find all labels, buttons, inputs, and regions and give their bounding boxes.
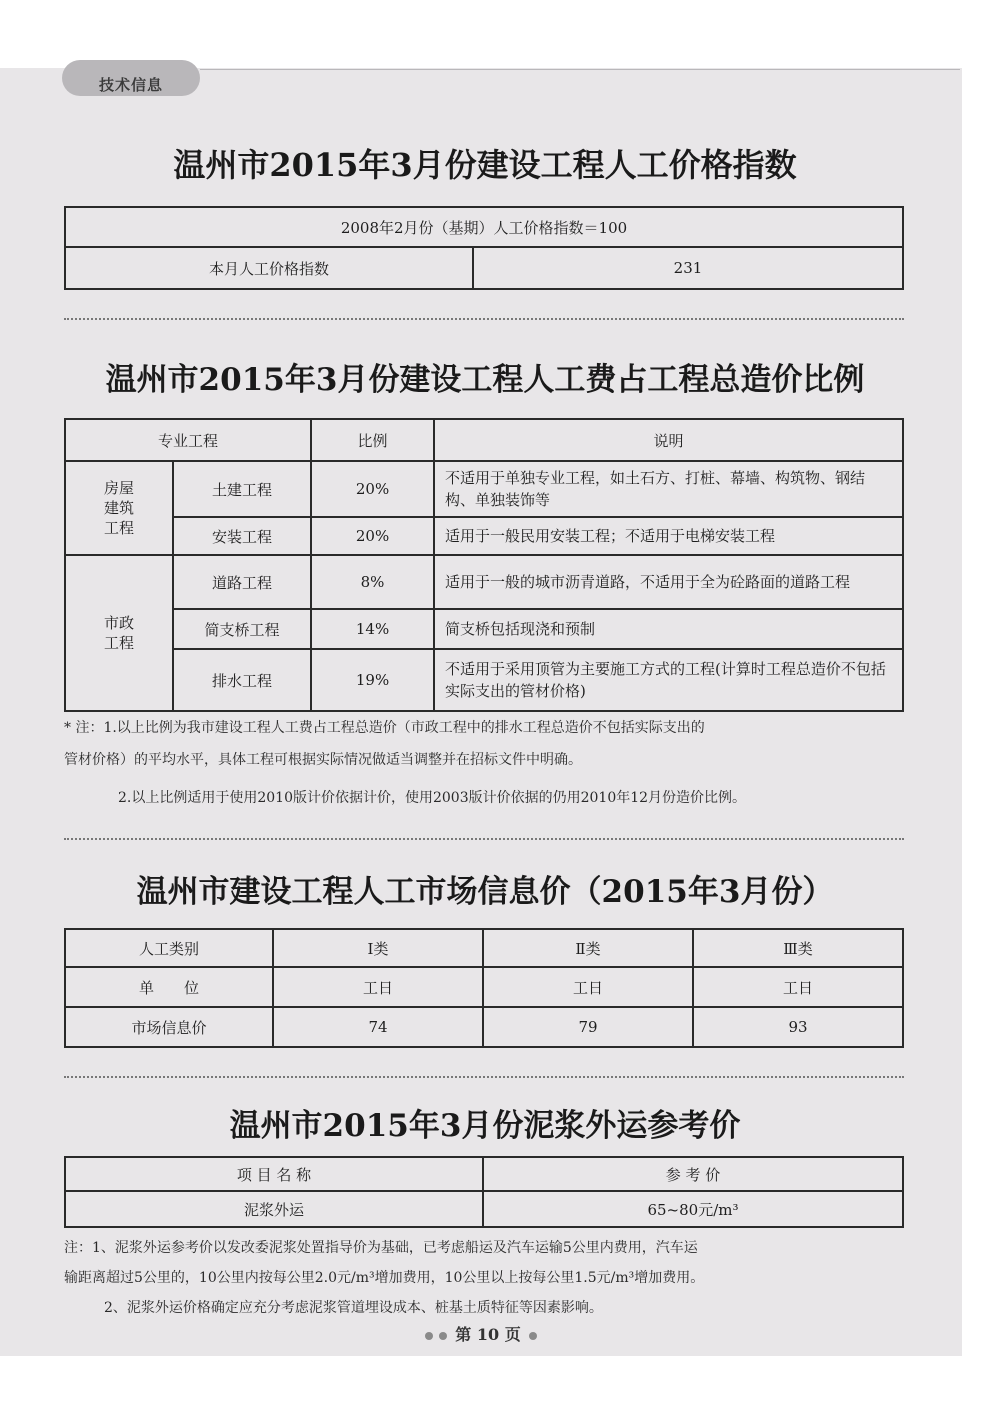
unit-cell: 工日 <box>693 967 903 1007</box>
section3-title: 温州市建设工程人工市场信息价（2015年3月份） <box>136 874 834 910</box>
index-value-cell: 231 <box>473 247 903 289</box>
row-label-unit: 单 位 <box>65 967 273 1007</box>
unit-cell: 工日 <box>483 967 693 1007</box>
divider <box>64 318 904 320</box>
table-row <box>65 517 903 555</box>
slurry-note-1-cont: 输距离超过5公里的，10公里内按每公里2.0元/m³增加费用，10公里以上按每公里1.5元/m³增加费用。 <box>64 1270 705 1286</box>
row-desc: 适用于一般的城市沥青道路，不适用于全为砼路面的道路工程 <box>434 555 903 609</box>
slurry-price-table <box>64 1156 904 1228</box>
row-desc: 不适用于单独专业工程，如土石方、打桩、幕墙、构筑物、钢结构、单独装饰等 <box>434 461 903 517</box>
ratio-note-2: 2.以上比例适用于使用2010版计价依据计价，使用2003版计价依据的仍用2010年12月份造价比例。 <box>118 790 747 806</box>
header-desc: 说明 <box>434 419 903 461</box>
table-row <box>65 555 903 609</box>
row-name: 安装工程 <box>173 517 311 555</box>
row-name: 道路工程 <box>173 555 311 609</box>
labor-ratio-table <box>64 418 904 712</box>
row-desc: 适用于一般民用安装工程；不适用于电梯安装工程 <box>434 517 903 555</box>
price-cell: 93 <box>693 1007 903 1047</box>
row-ratio: 19% <box>311 649 434 711</box>
header-project: 专业工程 <box>65 419 311 461</box>
group-municipal: 市政 工程 <box>65 555 173 711</box>
table-row <box>65 609 903 649</box>
item-price-cell: 65~80元/m³ <box>483 1191 903 1227</box>
row-ratio: 14% <box>311 609 434 649</box>
category-cell: Ⅰ类 <box>273 929 483 967</box>
decor-dot-icon <box>439 1332 447 1340</box>
price-cell: 74 <box>273 1007 483 1047</box>
slurry-note-1: 注：1、泥浆外运参考价以发改委泥浆处置指导价为基础，已考虑船运及汽车运输5公里内费用，汽车运 <box>64 1240 698 1256</box>
market-price-table <box>64 928 904 1048</box>
unit-cell: 工日 <box>273 967 483 1007</box>
labor-index-table <box>64 206 904 290</box>
base-period-cell: 2008年2月份（基期）人工价格指数＝100 <box>65 207 903 247</box>
section4-title: 温州市2015年3月份泥浆外运参考价 <box>229 1108 741 1144</box>
row-name: 土建工程 <box>173 461 311 517</box>
row-ratio: 20% <box>311 517 434 555</box>
row-label-category: 人工类别 <box>65 929 273 967</box>
page-top-rule <box>200 69 960 70</box>
section2-title: 温州市2015年3月份建设工程人工费占工程总造价比例 <box>105 362 865 398</box>
header-ref-price: 参 考 价 <box>483 1157 903 1191</box>
table-row <box>65 461 903 517</box>
decor-dot-icon <box>529 1332 537 1340</box>
section-tab: 技术信息 <box>62 60 200 96</box>
row-desc: 简支桥包括现浇和预制 <box>434 609 903 649</box>
row-desc: 不适用于采用顶管为主要施工方式的工程(计算时工程总造价不包括实际支出的管材价格) <box>434 649 903 711</box>
row-name: 简支桥工程 <box>173 609 311 649</box>
page-number-label: 第 10 页 <box>455 1325 521 1344</box>
decor-dot-icon <box>425 1332 433 1340</box>
row-ratio: 8% <box>311 555 434 609</box>
divider <box>64 838 904 840</box>
ratio-note-1: * 注：1.以上比例为我市建设工程人工费占工程总造价（市政工程中的排水工程总造价不包括实际支出的 <box>64 720 705 736</box>
divider <box>64 1076 904 1078</box>
ratio-note-1-cont: 管材价格）的平均水平，具体工程可根据实际情况做适当调整并在招标文件中明确。 <box>64 752 582 768</box>
section1-title: 温州市2015年3月份建设工程人工价格指数 <box>173 146 797 184</box>
index-label-cell: 本月人工价格指数 <box>65 247 473 289</box>
row-label-price: 市场信息价 <box>65 1007 273 1047</box>
group-building: 房屋 建筑 工程 <box>65 461 173 555</box>
row-ratio: 20% <box>311 461 434 517</box>
page-number <box>0 1322 962 1345</box>
category-cell: Ⅲ类 <box>693 929 903 967</box>
price-cell: 79 <box>483 1007 693 1047</box>
slurry-note-2: 2、泥浆外运价格确定应充分考虑泥浆管道埋设成本、桩基土质特征等因素影响。 <box>104 1300 603 1316</box>
header-ratio: 比例 <box>311 419 434 461</box>
row-name: 排水工程 <box>173 649 311 711</box>
table-row <box>65 649 903 711</box>
header-item-name: 项 目 名 称 <box>65 1157 483 1191</box>
category-cell: Ⅱ类 <box>483 929 693 967</box>
item-name-cell: 泥浆外运 <box>65 1191 483 1227</box>
